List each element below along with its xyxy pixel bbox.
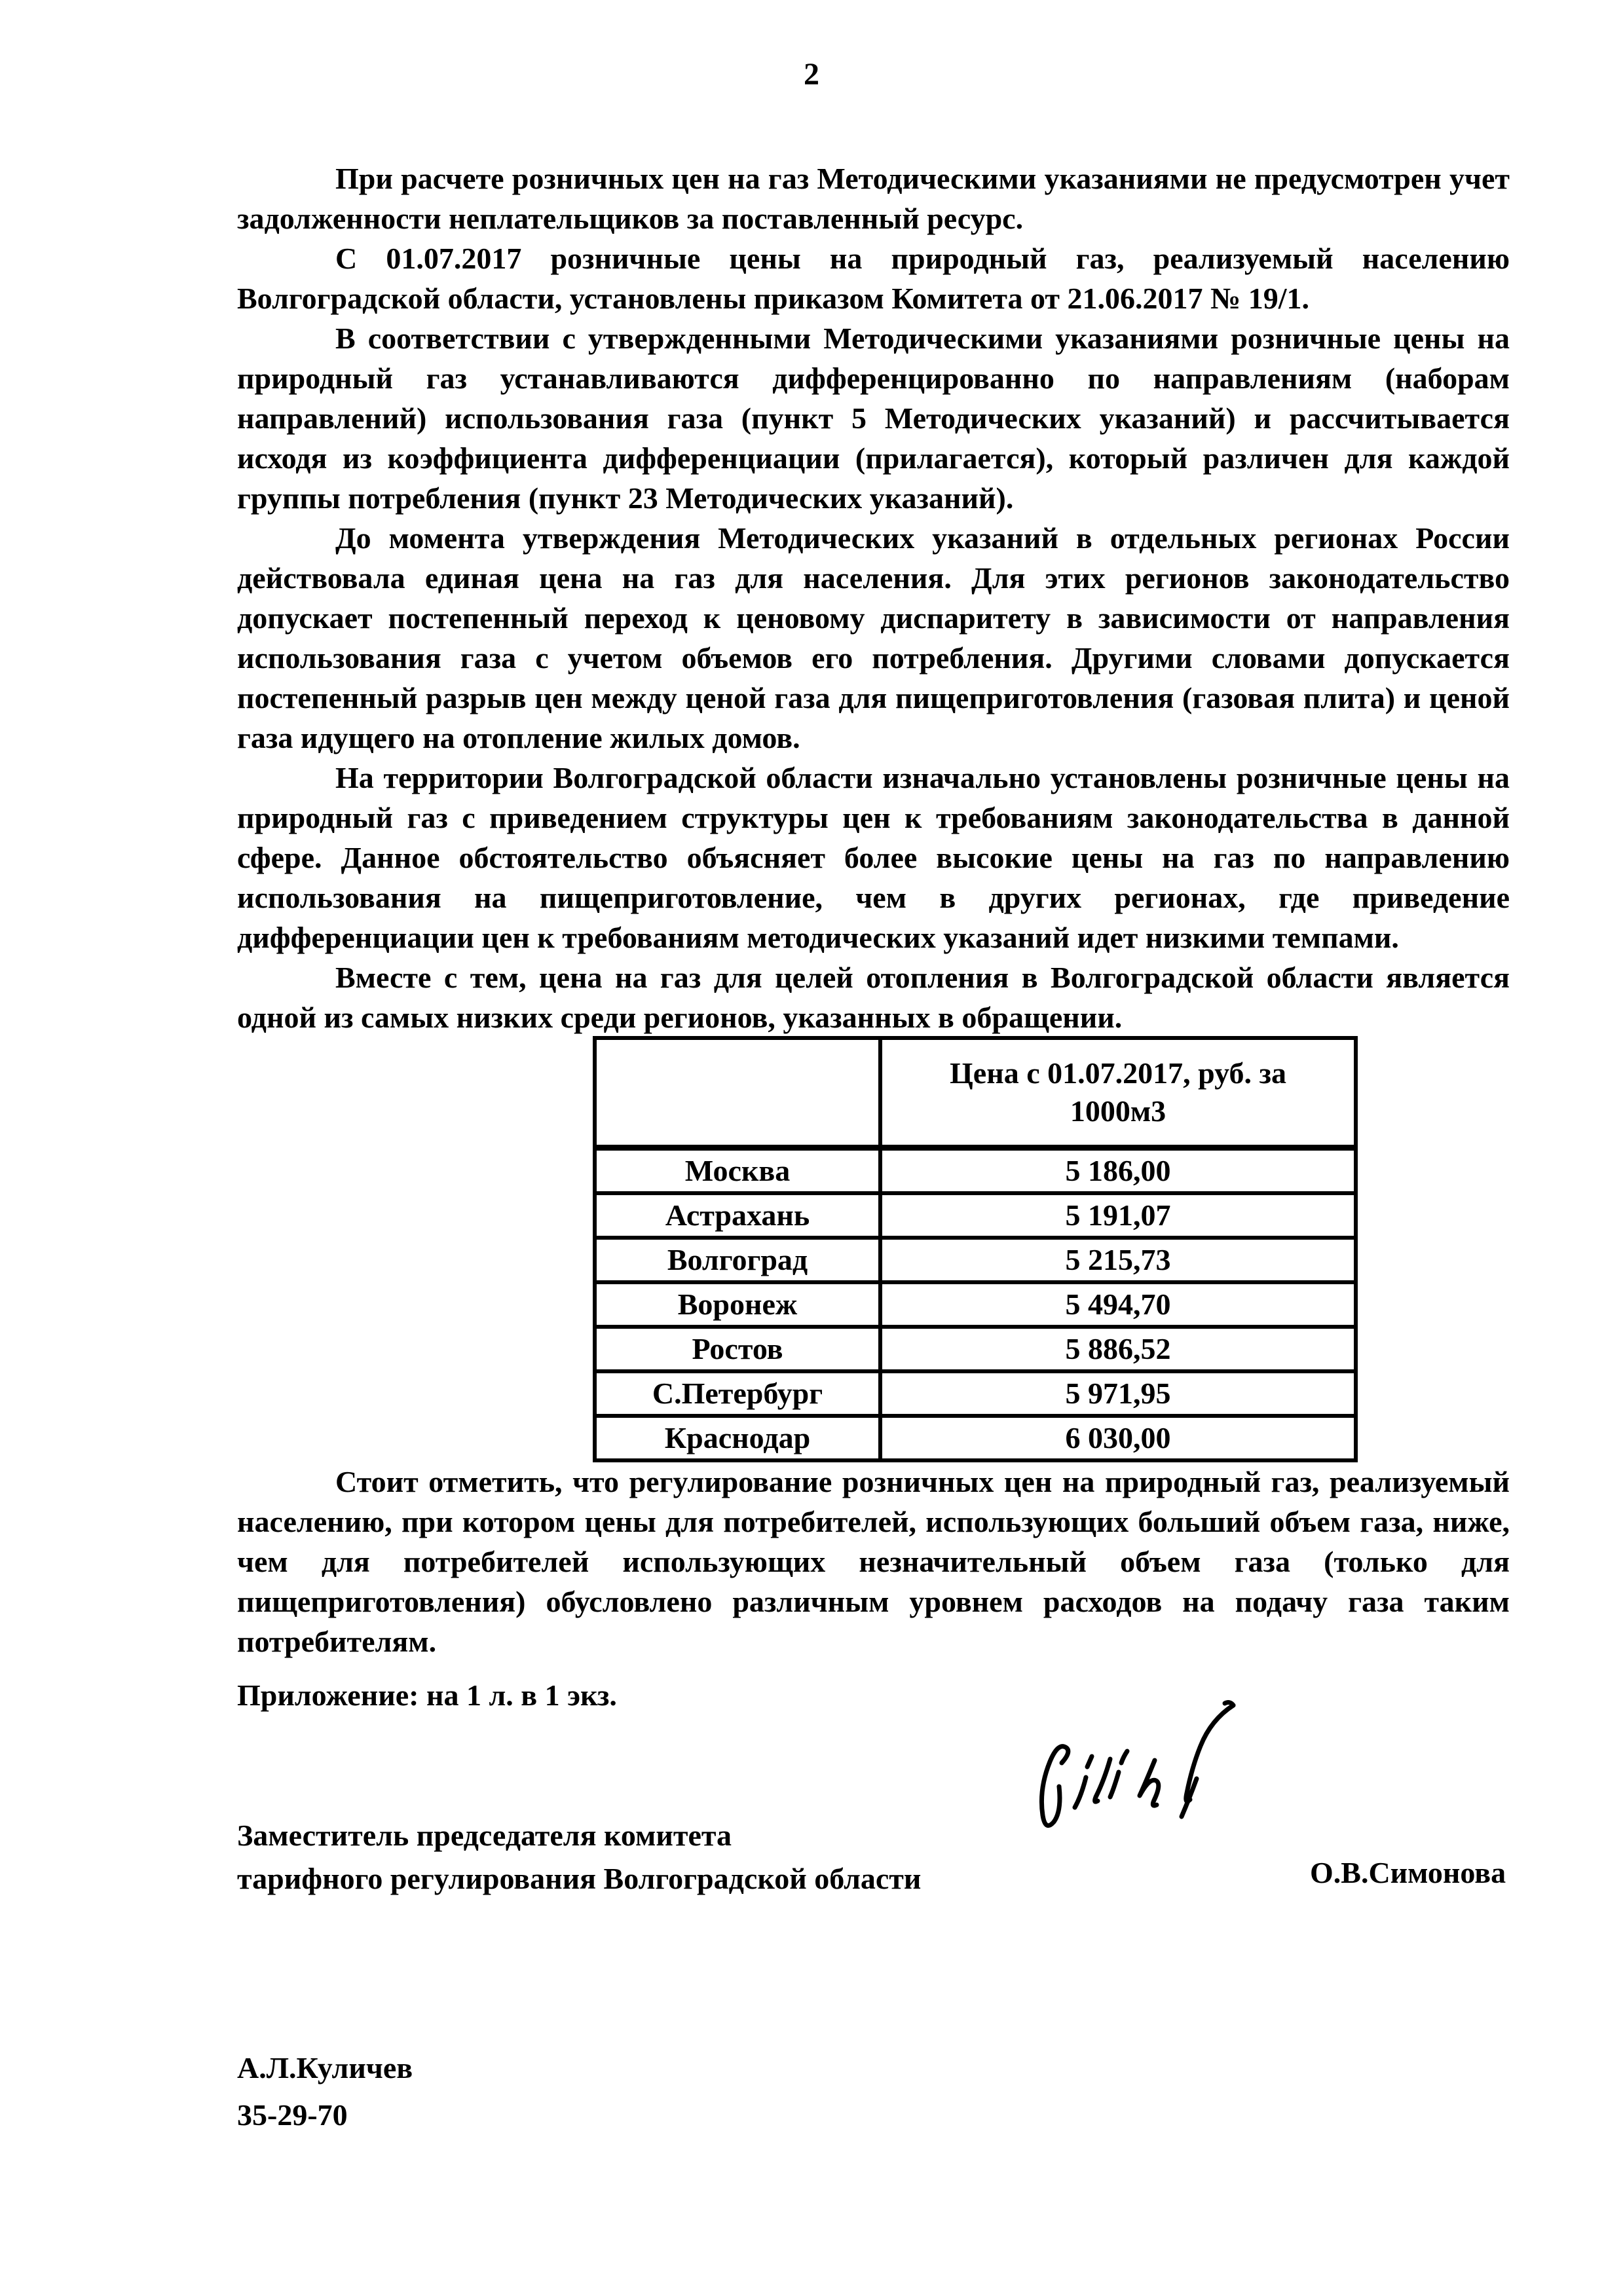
price-cell: 5 886,52 bbox=[880, 1327, 1356, 1371]
executor-phone: 35-29-70 bbox=[237, 2098, 348, 2132]
city-cell: Краснодар bbox=[595, 1416, 880, 1460]
table-row bbox=[595, 1327, 1356, 1371]
paragraph-4: До момента утверждения Методических указаний в отдельных регионах России действовала единая цена на газ для населения. Для этих регионов законодательство допускает постепенный переход к ценовому диспаритету в зависимости от направления использования газа с учетом объемов его потребления. Другими словами допускается постепенный разрыв цен между ценой газа для пищеприготовления (газовая плита) и ценой газа идущего на отопление жилых домов. bbox=[237, 521, 1510, 754]
table-header-row bbox=[595, 1038, 1356, 1148]
table-row bbox=[595, 1148, 1356, 1194]
signature-handwriting-icon bbox=[1032, 1696, 1241, 1866]
executor-block bbox=[237, 2045, 413, 2139]
executor-name: А.Л.Куличев bbox=[237, 2051, 413, 2084]
signer-name: О.В.Симонова bbox=[1310, 1856, 1506, 1889]
price-cell: 6 030,00 bbox=[880, 1416, 1356, 1460]
paragraph-1: При расчете розничных цен на газ Методическими указаниями не предусмотрен учет задолженности неплательщиков за поставленный ресурс. bbox=[237, 162, 1510, 235]
paragraph-2: С 01.07.2017 розничные цены на природный газ, реализуемый населению Волгоградской области, установлены приказом Комитета от 21.06.2017 № 19/1. bbox=[237, 242, 1510, 315]
paragraph-3: В соответствии с утвержденными Методическими указаниями розничные цены на природный газ устанавливаются дифференцированно по направлениям (наборам направлений) использования газа (пункт 5 Методических указаний) и рассчитывается исходя из коэффициента дифференциации (прилагается), который различен для каждой группы потребления (пункт 23 Методических указаний). bbox=[237, 322, 1510, 515]
table-row bbox=[595, 1416, 1356, 1460]
signer-position-line2: тарифного регулирования Волгоградской области bbox=[237, 1862, 922, 1895]
price-cell: 5 186,00 bbox=[880, 1148, 1356, 1194]
table-corner-cell bbox=[595, 1038, 880, 1148]
table-row bbox=[595, 1193, 1356, 1238]
table-row bbox=[595, 1371, 1356, 1416]
price-cell: 5 215,73 bbox=[880, 1238, 1356, 1282]
closing-paragraph: Стоит отметить, что регулирование розничных цен на природный газ, реализуемый населению, при котором цены для потребителей, использующих больший объем газа, ниже, чем для потребителей использующих незначительный объем газа (только для пищеприготовления) обусловлено различным уровнем расходов на подачу газа таким потребителям. bbox=[237, 1465, 1510, 1658]
city-cell: Ростов bbox=[595, 1327, 880, 1371]
price-column-header: Цена с 01.07.2017, руб. за 1000м3 bbox=[880, 1038, 1356, 1148]
city-cell: Астрахань bbox=[595, 1193, 880, 1238]
table-row bbox=[595, 1282, 1356, 1327]
city-cell: Воронеж bbox=[595, 1282, 880, 1327]
signer-position bbox=[237, 1814, 921, 1900]
page-number: 2 bbox=[804, 57, 819, 92]
paragraph-5: На территории Волгоградской области изначально установлены розничные цены на природный газ с приведением структуры цен к требованиям законодательства в данной сфере. Данное обстоятельство объясняет более высокие цены на газ по направлению использования на пищеприготовление, чем в других регионах, где приведение дифференциации цен к требованиям методических указаний идет низкими темпами. bbox=[237, 761, 1510, 954]
gas-price-table bbox=[593, 1036, 1358, 1462]
city-cell: С.Петербург bbox=[595, 1371, 880, 1416]
price-cell: 5 191,07 bbox=[880, 1193, 1356, 1238]
body-text-block bbox=[237, 158, 1510, 1037]
signer-position-line1: Заместитель председателя комитета bbox=[237, 1819, 732, 1852]
city-cell: Волгоград bbox=[595, 1238, 880, 1282]
table-row bbox=[595, 1238, 1356, 1282]
price-cell: 5 971,95 bbox=[880, 1371, 1356, 1416]
attachment-note: Приложение: на 1 л. в 1 экз. bbox=[237, 1678, 617, 1712]
price-cell: 5 494,70 bbox=[880, 1282, 1356, 1327]
paragraph-6: Вместе с тем, цена на газ для целей отопления в Волгоградской области является одной из самых низких среди регионов, указанных в обращении. bbox=[237, 961, 1510, 1034]
city-cell: Москва bbox=[595, 1148, 880, 1194]
closing-text-block bbox=[237, 1462, 1510, 1661]
